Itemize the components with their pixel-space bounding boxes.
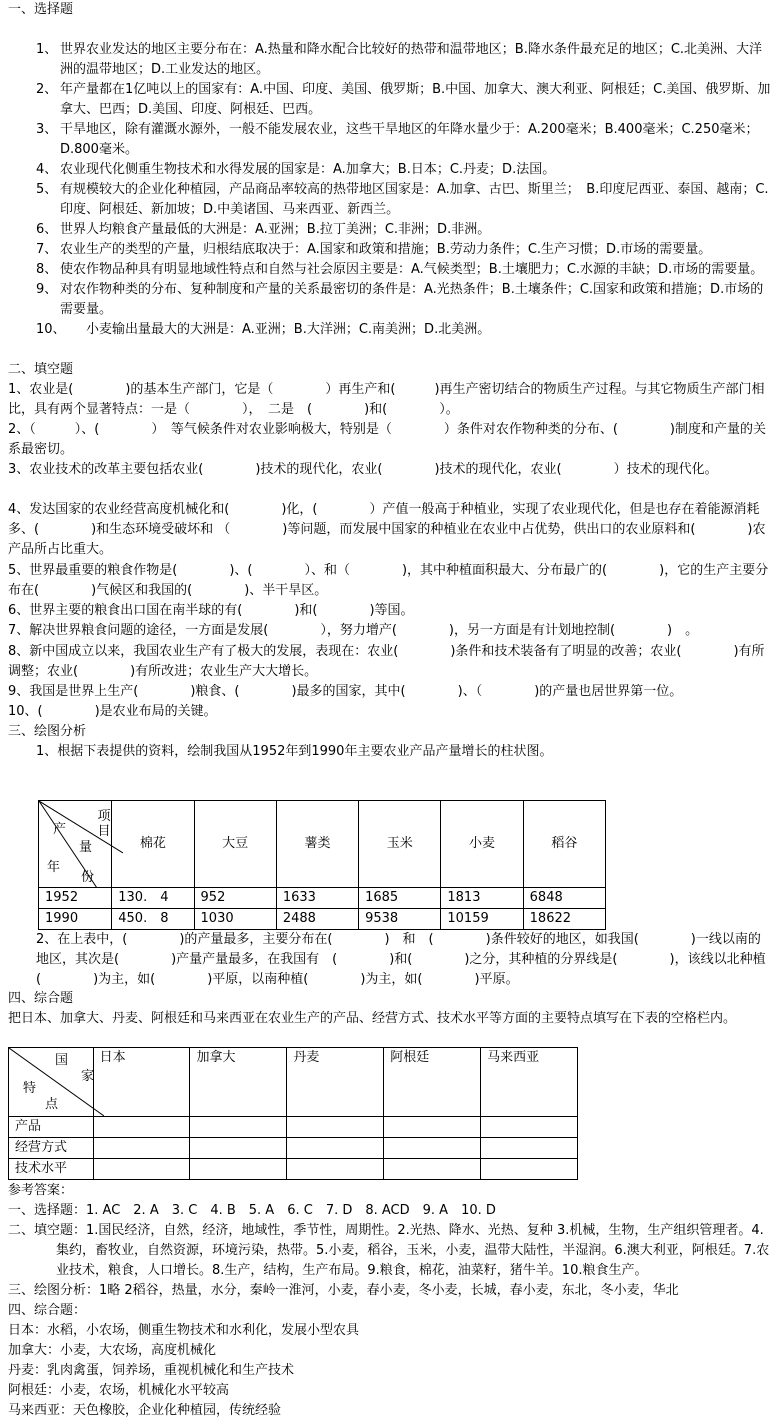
cell: 18622 bbox=[523, 909, 605, 930]
corner-label-home: 家 bbox=[81, 1069, 95, 1084]
answer-cell[interactable] bbox=[190, 1159, 287, 1180]
answer-section4-denmark: 丹麦：乳肉禽蛋，饲养场，重视机械化和生产技术 bbox=[8, 1363, 295, 1378]
question-text: 年产量都在1亿吨以上的国家有：A.中国、印度、美国、俄罗斯；B.中国、加拿大、澳大利亚、阿根廷；C.美国、俄罗斯、加拿大、巴西；D.美国、印度、阿根廷、巴西。 bbox=[60, 82, 771, 117]
table-corner-cell bbox=[39, 801, 112, 888]
section1-title: 一、选择题 bbox=[8, 2, 74, 17]
question-number: 8、 bbox=[36, 262, 58, 277]
column-header-potato: 薯类 bbox=[276, 801, 358, 888]
answer-section4-title: 四、综合题： bbox=[8, 1303, 87, 1318]
answer-cell[interactable] bbox=[287, 1159, 384, 1180]
section4-title: 四、综合题 bbox=[8, 991, 74, 1006]
question-number: 5、 bbox=[36, 182, 58, 197]
fill-item-3: 3、农业技术的改革主要包括农业( )技术的现代化，农业( )技术的现代化，农业( ）技术的现代化。 bbox=[8, 462, 718, 477]
cell: 1685 bbox=[359, 888, 441, 909]
cell: 9538 bbox=[359, 909, 441, 930]
column-header-soybean: 大豆 bbox=[194, 801, 276, 888]
table-row bbox=[9, 1138, 578, 1159]
answer-cell[interactable] bbox=[190, 1138, 287, 1159]
column-header-wheat: 小麦 bbox=[441, 801, 523, 888]
answer-cell[interactable] bbox=[384, 1117, 481, 1138]
column-header-denmark: 丹麦 bbox=[287, 1048, 384, 1117]
question-text: 对农作物种类的分布、复种制度和产量的关系最密切的条件是：A.光热条件；B.土壤条件；C.国家和政策和措施；D.市场的需要量。 bbox=[60, 282, 764, 317]
question-item bbox=[36, 180, 771, 220]
column-header-japan: 日本 bbox=[93, 1048, 190, 1117]
question-text: 世界人均粮食产量最低的大洲是：A.亚洲；B.拉丁美洲；C.非洲；D.非洲。 bbox=[60, 222, 491, 237]
column-header-corn: 玉米 bbox=[359, 801, 441, 888]
answer-section1: 一、选择题：1. AC 2. A 3. C 4. B 5. A 6. C 7. D 8. ACD 9. A 10. D bbox=[8, 1203, 496, 1218]
fill-item-7: 7、解决世界粮食问题的途径，一方面是发展( ），努力增产( )，另一方面是有计划地控制( ) 。 bbox=[8, 623, 699, 638]
answer-cell[interactable] bbox=[384, 1159, 481, 1180]
question-text: 农业现代化侧重生物技术和水得发展的国家是：A.加拿大；B.日本；C.丹麦；D.法国。 bbox=[60, 162, 556, 177]
question-text: 小麦输出量最大的大洲是：A.亚洲；B.大洋洲；C.南美洲；D.北美洲。 bbox=[60, 322, 491, 337]
corner-label-country: 国 bbox=[55, 1053, 69, 1068]
question-text: 干旱地区，除有灌溉水源外，一般不能发展农业，这些干旱地区的年降水量少于：A.200毫米；B.400毫米；C.250毫米；D.800毫米。 bbox=[60, 122, 759, 157]
cell: 450. 8 bbox=[112, 909, 194, 930]
question-item bbox=[36, 160, 771, 180]
fill-item-6: 6、世界主要的粮食出口国在南半球的有( )和( )等国。 bbox=[8, 603, 414, 618]
answer-cell[interactable] bbox=[93, 1138, 190, 1159]
question-number: 4、 bbox=[36, 162, 58, 177]
question-number: 7、 bbox=[36, 242, 58, 257]
fill-item-10: 10、( )是农业布局的关键。 bbox=[8, 704, 217, 719]
column-header-malaysia: 马来西亚 bbox=[481, 1048, 578, 1117]
row-label-product: 产品 bbox=[9, 1117, 94, 1138]
question-text: 农业生产的类型的产量，归根结底取决于：A.国家和政策和措施；B.劳动力条件；C.生产习惯；D.市场的需要量。 bbox=[60, 242, 712, 257]
country-feature-table bbox=[8, 1047, 578, 1180]
draw-question-1: 1、根据下表提供的资料，绘制我国从1952年到1990年主要农业产品产量增长的柱状图。 bbox=[36, 744, 553, 759]
question-number: 2、 bbox=[36, 82, 58, 97]
answer-section2: 二、填空题：1.国民经济，自然，经济，地域性，季节性，周期性。2.光热、降水、光热、复种 3.机械，生物，生产组织管理者。4.集约，畜牧业，自然资源，环境污染，热带。5.小麦，稻谷，玉米，小麦，温带大陆性，半湿润。6.澳大利亚，阿根廷。7.农业技术，粮食，人口增长。8.生产，结构，生产布局。9.粮食，棉花，油菜籽，猪牛羊。10.粮食生产。 bbox=[8, 1223, 770, 1278]
corner-label-year: 年 bbox=[47, 860, 61, 875]
cell: 130. 4 bbox=[112, 888, 194, 909]
column-header-argentina: 阿根廷 bbox=[384, 1048, 481, 1117]
production-table bbox=[38, 800, 606, 930]
answer-cell[interactable] bbox=[481, 1159, 578, 1180]
question-item bbox=[36, 240, 771, 260]
answer-section4-japan: 日本：水稻，小农场，侧重生物技术和水利化，发展小型农具 bbox=[8, 1323, 360, 1338]
question-number: 3、 bbox=[36, 122, 58, 137]
question-item bbox=[36, 220, 771, 240]
answer-title: 参考答案： bbox=[8, 1183, 74, 1198]
cell: 2488 bbox=[276, 909, 358, 930]
fill-item-8: 8、新中国成立以来，我国农业生产有了极大的发展，表现在：农业( )条件和技术装备有了明显的改善；农业( )有所调整；农业( )有所改进；农业生产大大增长。 bbox=[8, 644, 765, 679]
answer-cell[interactable] bbox=[287, 1117, 384, 1138]
question-item bbox=[36, 260, 771, 280]
answer-cell[interactable] bbox=[481, 1138, 578, 1159]
table-row bbox=[39, 888, 606, 909]
question-item bbox=[36, 120, 771, 160]
section2-title: 二、填空题 bbox=[8, 362, 74, 377]
answer-cell[interactable] bbox=[190, 1117, 287, 1138]
corner-label-amount: 量 bbox=[79, 840, 93, 855]
fill-item-5: 5、世界最重要的粮食作物是( )、( ）、和（ )，其中种植面积最大、分布最广的( )，它的生产主要分布在( )气候区和我国的( )、半干旱区。 bbox=[8, 563, 769, 598]
draw-question-2: 2、在上表中，( )的产量最多，主要分布在( ) 和 ( )条件较好的地区，如我国( )一线以南的地区，其次是( )产量产量最多，在我国有 ( )和( )之分，其种植的分界线是( )，该线以北种植( )为主，如( )平原，以南种植( )为主，如( )平原。 bbox=[36, 932, 766, 987]
row-label-technology: 技术水平 bbox=[9, 1159, 94, 1180]
fill-item-4: 4、发达国家的农业经营高度机械化和( )化，( ）产值一般高于种植业，实现了农业现代化，但是也存在着能源消耗多、( )和生态环境受破坏和 （ )等问题，而发展中国家的种植业在农业中占优势，供出口的农业原料和( )农产品所占比重大。 bbox=[8, 502, 766, 557]
corner-label-item: 项目 bbox=[97, 809, 111, 839]
answer-section3: 三、绘图分析：1略 2稻谷，热量，水分，秦岭一淮河，小麦，春小麦，冬小麦，长城，春小麦，东北，冬小麦，华北 bbox=[8, 1283, 679, 1298]
question-text: 使农作物品种具有明显地域性特点和自然与社会原因主要是：A.气候类型；B.土壤肥力；C.水源的丰缺；D.市场的需要量。 bbox=[60, 262, 764, 277]
corner-label-prod: 产 bbox=[53, 822, 67, 837]
cell: 1030 bbox=[194, 909, 276, 930]
cell: 1633 bbox=[276, 888, 358, 909]
question-item bbox=[36, 80, 771, 120]
row-year: 1990 bbox=[39, 909, 112, 930]
corner-label-feature: 特 bbox=[23, 1081, 37, 1096]
answer-cell[interactable] bbox=[481, 1117, 578, 1138]
question-item bbox=[36, 40, 771, 80]
answer-cell[interactable] bbox=[93, 1159, 190, 1180]
cell: 6848 bbox=[523, 888, 605, 909]
fill-item-2: 2、（ ）、( ） 等气候条件对农业影响极大，特别是（ ）条件对农作物种类的分布、( )制度和产量的关系最密切。 bbox=[8, 422, 766, 457]
question-item bbox=[36, 320, 771, 340]
row-label-management: 经营方式 bbox=[9, 1138, 94, 1159]
answer-section4-argentina: 阿根廷：小麦，农场，机械化水平较高 bbox=[8, 1383, 230, 1398]
row-year: 1952 bbox=[39, 888, 112, 909]
answer-section4-canada: 加拿大：小麦，大农场，高度机械化 bbox=[8, 1343, 217, 1358]
column-header-rice: 稻谷 bbox=[523, 801, 605, 888]
table-row bbox=[9, 1117, 578, 1138]
question-text: 有规模较大的企业化种植园，产品商品率较高的热带地区国家是：A.加拿、古巴、斯里兰； B.印度尼西亚、泰国、越南；C.印度、阿根廷、新加坡；D.中美诸国、马来西亚、新西兰。 bbox=[60, 182, 769, 217]
question-item bbox=[36, 280, 771, 320]
table-row bbox=[9, 1159, 578, 1180]
answer-cell[interactable] bbox=[93, 1117, 190, 1138]
fill-item-1: 1、农业是( )的基本生产部门，它是（ ）再生产和( )再生产密切结合的物质生产过程。与其它物质生产部门相比，具有两个显著特点：一是（ ）， 二是 ( )和( ）。 bbox=[8, 382, 765, 417]
question-number: 10、 bbox=[36, 322, 66, 337]
answer-cell[interactable] bbox=[287, 1138, 384, 1159]
column-header-cotton: 棉花 bbox=[112, 801, 194, 888]
column-header-canada: 加拿大 bbox=[190, 1048, 287, 1117]
question-number: 6、 bbox=[36, 222, 58, 237]
table-corner-cell bbox=[9, 1048, 94, 1117]
cell: 1813 bbox=[441, 888, 523, 909]
cell: 10159 bbox=[441, 909, 523, 930]
cell: 952 bbox=[194, 888, 276, 909]
section4-intro: 把日本、加拿大、丹麦、阿根廷和马来西亚在农业生产的产品、经营方式、技术水平等方面的主要特点填写在下表的空格栏内。 bbox=[8, 1011, 737, 1026]
question-number: 9、 bbox=[36, 282, 58, 297]
question-number: 1、 bbox=[36, 42, 58, 57]
corner-label-part: 份 bbox=[81, 870, 95, 885]
section3-title: 三、绘图分析 bbox=[8, 724, 87, 739]
fill-item-9: 9、我国是世界上生产( )粮食、( )最多的国家，其中( )、（ )的产量也居世界第一位。 bbox=[8, 684, 683, 699]
question-text: 世界农业发达的地区主要分布在：A.热量和降水配合比较好的热带和温带地区；B.降水条件最充足的地区；C.北美洲、大洋洲的温带地区；D.工业发达的地区。 bbox=[60, 42, 763, 77]
question-list bbox=[36, 40, 771, 340]
table-row bbox=[39, 909, 606, 930]
corner-label-point: 点 bbox=[45, 1097, 59, 1112]
answer-section4-malaysia: 马来西亚：天色橡胶，企业化种植园，传统经验 bbox=[8, 1403, 282, 1418]
answer-key bbox=[8, 1181, 770, 1421]
answer-cell[interactable] bbox=[384, 1138, 481, 1159]
